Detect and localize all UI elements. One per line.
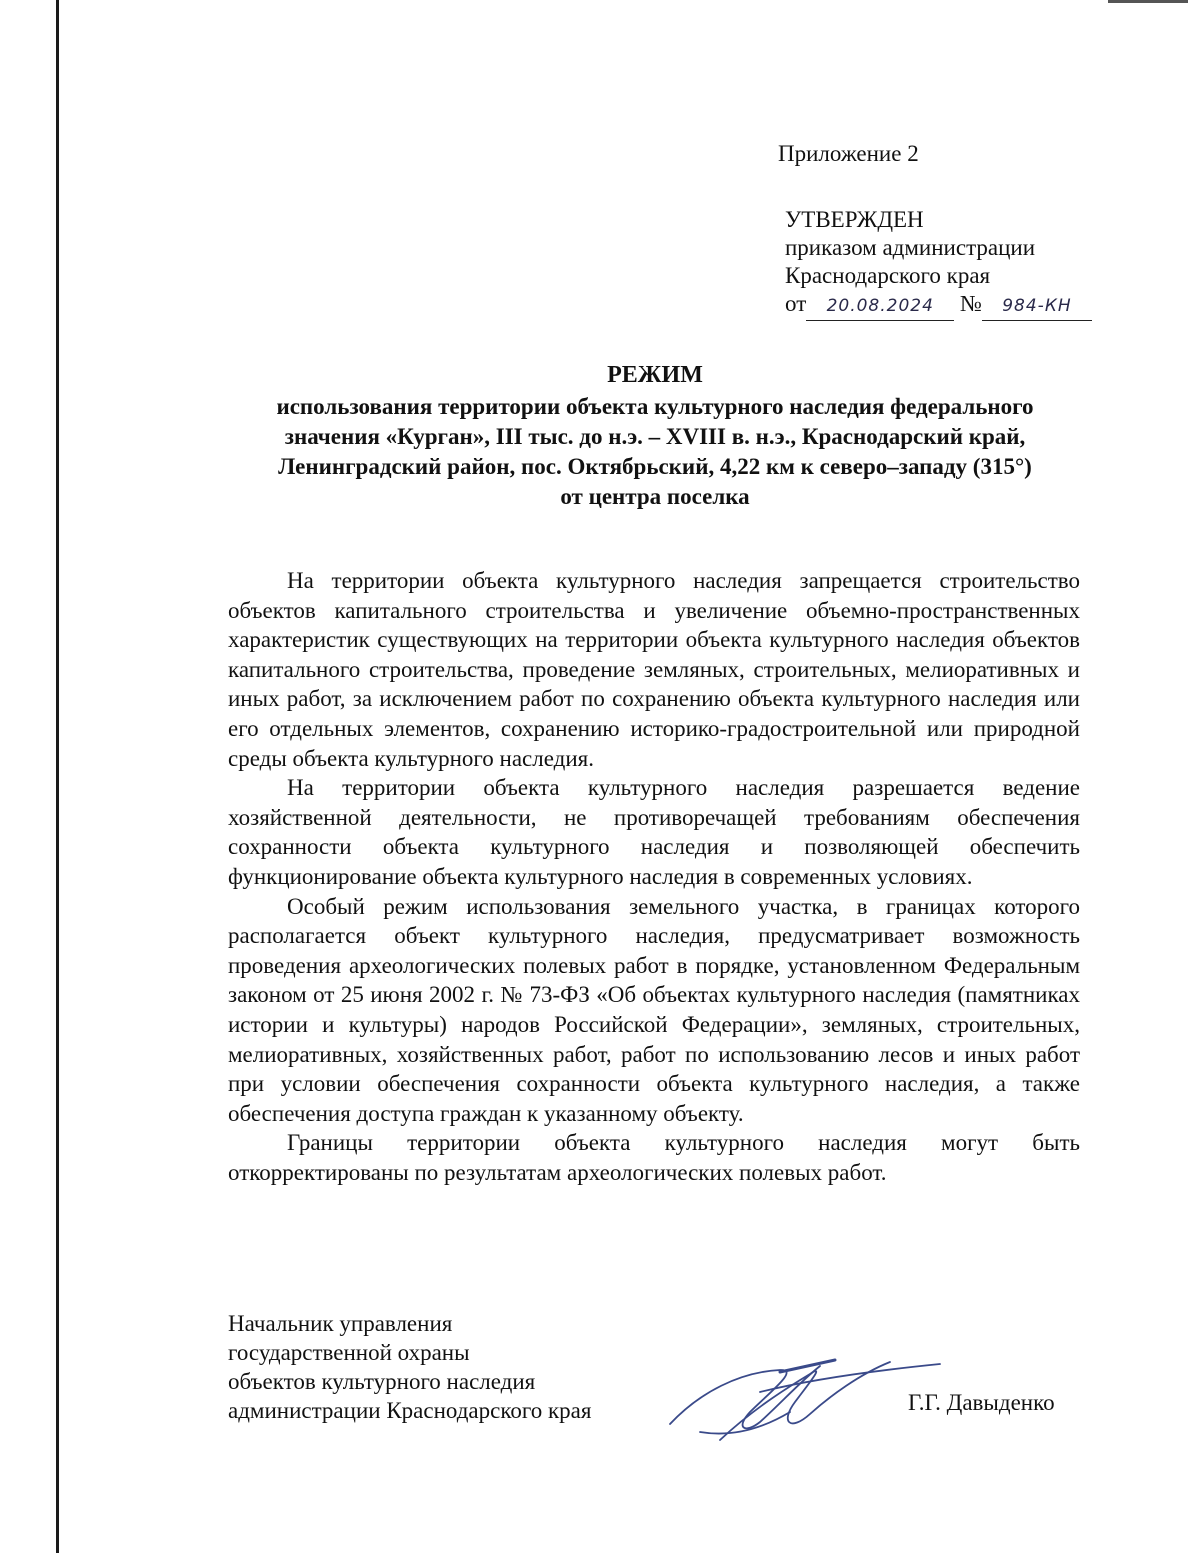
title-line-4: от центра поселка xyxy=(560,484,750,509)
approved-by-line-2: Краснодарского края xyxy=(785,263,991,288)
position-line-1: Начальник управления xyxy=(228,1311,453,1336)
signature-position-block xyxy=(228,1309,591,1425)
appendix-label: Приложение 2 xyxy=(778,141,919,166)
order-date-line xyxy=(785,290,1092,321)
date-prefix: от xyxy=(785,291,807,316)
signer-name: Г.Г. Давыденко xyxy=(908,1390,1055,1415)
body-text xyxy=(228,566,1080,1187)
handwritten-signature xyxy=(660,1352,950,1452)
title-line-3: Ленинградский район, пос. Октябрьский, 4,22 км к северо–западу (315°) xyxy=(278,454,1032,479)
approved-heading: УТВЕРЖДЕН xyxy=(785,207,924,232)
title-main: РЕЖИМ xyxy=(607,362,703,388)
corner-mark xyxy=(1108,0,1188,3)
position-line-2: государственной охраны xyxy=(228,1340,470,1365)
title-line-1: использования территории объекта культурного наследия федерального xyxy=(276,394,1034,419)
number-prefix: № xyxy=(960,291,982,316)
position-line-3: объектов культурного наследия xyxy=(228,1369,536,1394)
paragraph: Особый режим использования земельного участка, в границах которого располагается объект культурного наследия, предусматривает возможность проведения археологических полевых работ в порядке, установленном Федеральным законом от 25 июня 2002 г. № 73-ФЗ «Об объектах культурного наследия (памятниках истории и культуры) народов Российской Федерации», земляных, строительных, мелиоративных, хозяйственных работ, работ по использованию лесов и иных работ при условии обеспечения сохранности объекта культурного наследия, а также обеспечения доступа граждан к указанному объекту. xyxy=(228,893,1080,1126)
position-line-4: администрации Краснодарского края xyxy=(228,1398,592,1423)
paragraph: На территории объекта культурного наследия разрешается ведение хозяйственной деятельности, не противоречащей требованиям обеспечения сохранности объекта культурного наследия и позволяющей обеспечить функционирование объекта культурного наследия в современных условиях. xyxy=(228,775,1080,889)
handwritten-date: 20.08.2024 xyxy=(806,292,954,321)
paragraph: На территории объекта культурного наследия запрещается строительство объектов капитального строительства и увеличение объемно-пространственных характеристик существующих на территории объекта культурного наследия объектов капитального строительства, проведение земляных, строительных, мелиоративных и иных работ, за исключением работ по сохранению объекта культурного наследия или его отдельных элементов, сохранению историко-градостроительной или природной среды объекта культурного наследия. xyxy=(228,568,1080,771)
approval-block xyxy=(785,206,1092,321)
handwritten-number: 984-КН xyxy=(982,292,1092,321)
title-line-2: значения «Курган», III тыс. до н.э. – XVIII в. н.э., Краснодарский край, xyxy=(284,424,1026,449)
page-edge-line xyxy=(56,0,59,1553)
approved-by-line-1: приказом администрации xyxy=(785,235,1036,260)
document-title xyxy=(200,360,1110,512)
paragraph: Границы территории объекта культурного наследия могут быть откорректированы по результатам археологических полевых работ. xyxy=(228,1130,1080,1185)
